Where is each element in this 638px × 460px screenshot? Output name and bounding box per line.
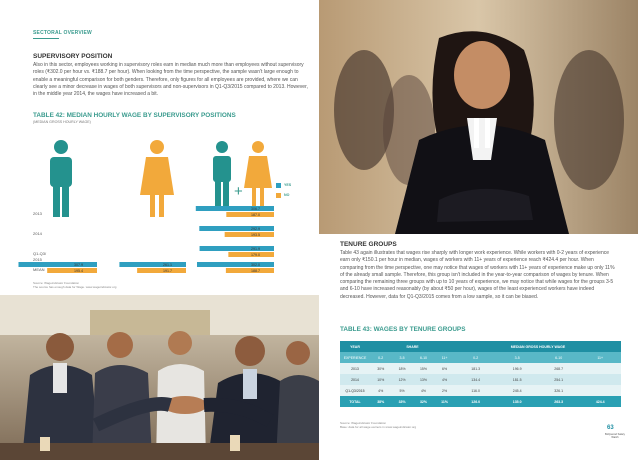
table43-col: 0-2	[370, 352, 391, 363]
table43-header-experience: EXPERIENCE	[340, 352, 370, 363]
table-cell: 245.4	[496, 385, 537, 396]
tenure-body: Table 43 again illustrates that wages rise sharply with longer work experience. While workers with 0-2 years of experience earn only ₹150.1 per hour in median, wages of workers with 11+ years of experience reach ₹424.4 per hour. When comparing from the time perspective, one may notice that wages of workers with 11+ years of experience make up only 11% of the already small sample. Therefore, this group isn't included in the year-to-year comparison of wages by tenure. When comparing the remaining three groups with up to 10 years of experience, we may notice that while wages for the groups 3-5 and 6-10 have increased reasonably (by about ₹50 per hour), wages of the least experienced workers have indeed decreased. However, data for Q1-Q3/2015 comes from a low sample, so it can be biased.	[340, 250, 615, 300]
table-row	[340, 363, 621, 374]
table-cell: 32%	[413, 396, 434, 407]
plus-icon: +	[234, 183, 243, 200]
page-footer: Bollywood Salary Watch	[605, 433, 625, 440]
table-total-row	[340, 396, 621, 407]
table-cell: 135.0	[496, 396, 537, 407]
table43-col: 11+	[579, 352, 621, 363]
table-cell: 2013	[340, 363, 370, 374]
table-row	[340, 374, 621, 385]
table-cell: 13%	[413, 374, 434, 385]
lawyer-woman-photo	[319, 0, 638, 234]
table-cell: 254.1	[538, 374, 579, 385]
category-label: 2014	[33, 231, 42, 236]
table-cell: 181.3	[455, 363, 496, 374]
table-cell	[579, 385, 621, 396]
bar-yes	[200, 246, 274, 251]
table43-header-year: YEAR	[340, 341, 370, 352]
mean-bar-value: 188.7	[251, 269, 260, 273]
tenure-table	[340, 341, 621, 407]
bar-value: 306.7	[251, 207, 260, 211]
business-handshake-photo	[0, 295, 319, 460]
table43-col: 6-10	[413, 352, 434, 363]
bar-value: 292.9	[251, 227, 260, 231]
mean-bar-value: 195.4	[74, 269, 83, 273]
table43-header-share: SHARE	[370, 341, 455, 352]
section-label: SECTORAL OVERVIEW	[33, 30, 92, 36]
page-number: 63	[607, 425, 614, 431]
bar-value: 291.9	[251, 247, 260, 251]
category-label: Q1-Q3/	[33, 251, 47, 256]
table-cell: 5%	[391, 385, 412, 396]
table-cell: 116.0	[455, 385, 496, 396]
mean-bar-yes	[18, 262, 97, 267]
table-cell: 10%	[370, 374, 391, 385]
mean-bar-yes	[119, 262, 186, 267]
table-cell: 12%	[391, 374, 412, 385]
tenure-heading: TENURE GROUPS	[340, 241, 397, 248]
supervisory-body: Also in this sector, employees working in supervisory roles earn in median much more than employees without supervisory roles (₹302.0 per hour vs. ₹188.7 per hour). When looking from the time perspective, the sample wasn't large enough to enable a meaningful comparison for both genders. Therefore, only figures for all employees are provided, where we can clearly see a minor decrease in wages of both supervisors and non-supervisors in Q1-Q3/2015 compared to 2013. However, in the middle year 2014, the wages have increased a bit.	[33, 62, 308, 98]
table-cell: 2%	[434, 385, 455, 396]
table-cell: 2014	[340, 374, 370, 385]
supervisory-bar-chart	[0, 0, 319, 275]
table-cell: Q1-Q3/2015	[340, 385, 370, 396]
table43-title: TABLE 43: WAGES BY TENURE GROUPS	[340, 326, 466, 333]
table43-note: Base: data for all wage earners in www.wageindicator.org	[340, 425, 417, 429]
table-cell: 18%	[391, 363, 412, 374]
table-cell: 4%	[434, 374, 455, 385]
table-cell: 134.4	[455, 374, 496, 385]
table-cell: 126.0	[455, 396, 496, 407]
mean-bar-value: 261.1	[163, 263, 172, 267]
table-cell	[579, 363, 621, 374]
supervisory-heading: SUPERVISORY POSITION	[33, 53, 113, 60]
mean-bar-no	[137, 268, 186, 273]
table42-title: TABLE 42: MEDIAN HOURLY WAGE BY SUPERVISORY POSITIONS	[33, 112, 236, 119]
table-cell: 4%	[370, 385, 391, 396]
table-cell: 268.7	[538, 363, 579, 374]
bar-value: 193.5	[251, 233, 260, 237]
table43-col: 3-5	[391, 352, 412, 363]
table-cell: 6%	[434, 363, 455, 374]
legend-no-label: NO	[284, 193, 290, 197]
bar-no	[225, 232, 274, 237]
legend-yes-label: YES	[284, 183, 292, 187]
table-cell	[579, 374, 621, 385]
table-row	[340, 385, 621, 396]
table-cell: 15%	[413, 363, 434, 374]
table43-col: 3-5	[496, 352, 537, 363]
table43-col: 6-10	[538, 352, 579, 363]
table-cell: 326.1	[538, 385, 579, 396]
table-cell: 424.4	[579, 396, 621, 407]
category-label: MEAN	[33, 267, 45, 272]
table-cell: 196.9	[496, 363, 537, 374]
table-cell: 38%	[370, 396, 391, 407]
bar-yes	[196, 206, 274, 211]
table-cell: 263.3	[538, 396, 579, 407]
mean-bar-yes	[197, 262, 274, 267]
table-cell: 11%	[434, 396, 455, 407]
table-cell: TOTAL	[340, 396, 370, 407]
table42-source: Source: Wageindicator Foundation	[33, 281, 80, 285]
mean-bar-value: 307.9	[74, 263, 83, 267]
table-cell: 181.5	[496, 374, 537, 385]
table-cell: 4%	[413, 385, 434, 396]
table-cell: 33%	[391, 396, 412, 407]
mean-bar-no	[226, 268, 274, 273]
mean-bar-value: 302.0	[251, 263, 260, 267]
bar-value: 179.0	[251, 253, 260, 257]
table43-col: 11+	[434, 352, 455, 363]
category-label-line2: 2015	[33, 257, 42, 262]
table43-source: Source: Wageindicator Foundation	[340, 421, 387, 425]
table42-subtitle: (MEDIAN GROSS HOURLY WAGE)	[33, 120, 91, 124]
bar-value: 187.0	[251, 213, 260, 217]
table43-col: 0-2	[455, 352, 496, 363]
table-cell: 30%	[370, 363, 391, 374]
table42-note: The source has enough data for Wage. www.wageindicator.org	[33, 285, 117, 289]
table43-header-median: MEDIAN GROSS HOURLY WAGE	[455, 341, 621, 352]
mean-bar-no	[47, 268, 97, 273]
category-label: 2013	[33, 211, 42, 216]
mean-bar-value: 191.7	[163, 269, 172, 273]
bar-yes	[199, 226, 274, 231]
